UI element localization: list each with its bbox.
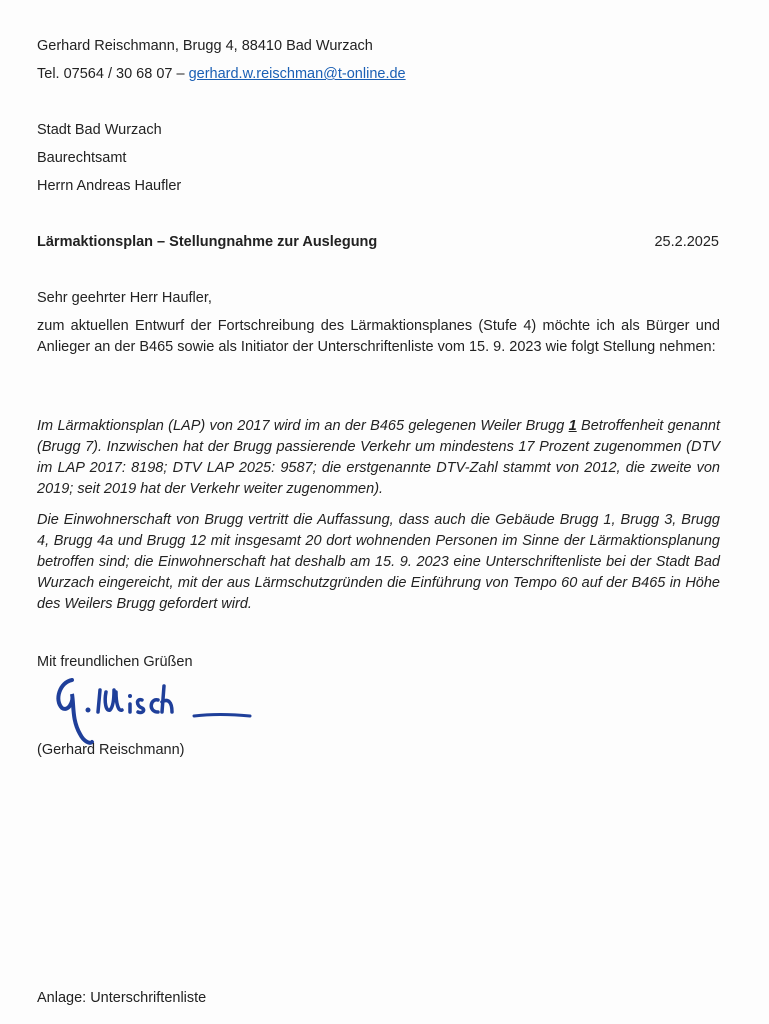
sender-address: Gerhard Reischmann, Brugg 4, 88410 Bad Wurzach <box>37 38 373 54</box>
closing: Mit freundlichen Grüßen <box>37 654 193 670</box>
paragraph-lap <box>37 416 720 500</box>
affected-count: 1 <box>568 418 577 434</box>
letter-date: 25.2.2025 <box>654 234 719 250</box>
paragraph-lap-start: Im Lärmaktionsplan (LAP) von 2017 wird im an der B465 gelegenen Weiler Brugg <box>37 418 569 434</box>
email-link[interactable]: gerhard.w.reischman@t-online.de <box>188 66 406 82</box>
paragraph-lap-end: Betroffenheit genannt (Brugg 7). Inzwischen hat der Brugg passierende Verkehr um mindestens 17 Prozent zugenommen (DTV im LAP 2017: 8198; DTV LAP 2025: 9587; die erstgenannte DTV-Zahl stammt von 2012, die zweite von 2019; seit 2019 hat der Verkehr weiter zugenommen). <box>37 418 720 497</box>
sender-contact <box>37 66 406 82</box>
recipient-line-2: Baurechtsamt <box>37 150 127 166</box>
intro-paragraph: zum aktuellen Entwurf der Fortschreibung des Lärmaktionsplanes (Stufe 4) möchte ich als Bürger und Anlieger an der B465 sowie als Initiator der Unterschriftenliste vom 15. 9. 2023 wie folgt Stellung nehmen: <box>37 318 720 355</box>
recipient-line-1: Stadt Bad Wurzach <box>37 122 162 138</box>
signature-image <box>50 672 260 752</box>
recipient-line-3: Herrn Andreas Haufler <box>37 178 182 194</box>
sender-phone: Tel. 07564 / 30 68 07 – <box>37 66 189 82</box>
paragraph-residents: Die Einwohnerschaft von Brugg vertritt die Auffassung, dass auch die Gebäude Brugg 1, Brugg 3, Brugg 4, Brugg 4a und Brugg 12 mit insgesamt 20 dort wohnenden Personen im Sinne der Lärmaktionsplanung betroffen sind; die Einwohnerschaft hat deshalb am 15. 9. 2023 eine Unterschriftenliste bei der Stadt Bad Wurzach eingereicht, mit der aus Lärmschutzgründen die Einführung von Tempo 60 auf der B465 in Höhe des Weilers Brugg gefordert wird. <box>37 512 720 612</box>
subject-line: Lärmaktionsplan – Stellungnahme zur Auslegung <box>37 234 378 250</box>
attachment-note: Anlage: Unterschriftenliste <box>37 990 207 1006</box>
signatory-name: (Gerhard Reischmann) <box>37 742 185 758</box>
salutation: Sehr geehrter Herr Haufler, <box>37 290 212 306</box>
